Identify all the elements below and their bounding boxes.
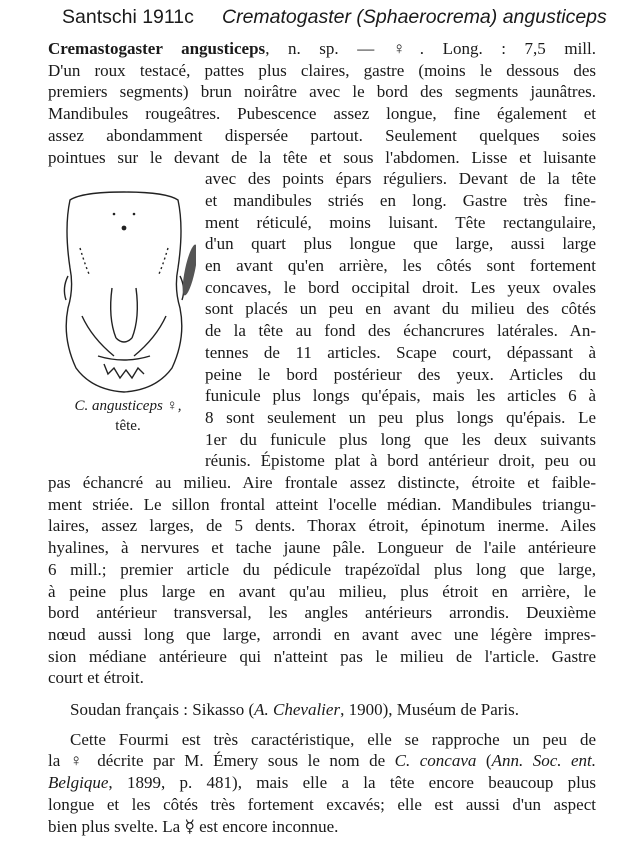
text-run: à peine plus large en avant qu'au milieu, plus étroit en arrière, le xyxy=(48,581,596,601)
text-line xyxy=(205,277,596,298)
text-line xyxy=(205,233,596,254)
head-figure xyxy=(52,188,196,416)
text-run: réunis. Épistome plat à bord antérieur droit, peu ou xyxy=(205,451,596,471)
figure-caption-subtitle: tête. xyxy=(115,418,141,434)
ant-head-illustration xyxy=(52,188,196,398)
page-header xyxy=(48,4,622,32)
text-run: longue et les côtés très fortement excavés; elle est aussi d'un aspect xyxy=(48,794,596,814)
text-run: et mandibules striés en long. Gastre très fine- xyxy=(205,190,596,210)
text-run: funicule plus longs qu'épais, mais les articles 6 à xyxy=(205,386,596,406)
text-run: 8 sont seulement un peu plus longs qu'épais. Le xyxy=(205,407,596,427)
text-line xyxy=(48,147,596,168)
text-run: , n. sp. — ♀. Long. : 7,5 mill. xyxy=(265,39,596,58)
text-line xyxy=(48,772,596,793)
citation-reference: Santschi 1911c xyxy=(62,6,194,28)
figure-caption-title: C. angusticeps ♀, xyxy=(74,398,182,414)
text-run: en avant qu'en arrière, les côtés sont fortement xyxy=(205,256,596,275)
text-run: pas échancré au milieu. Aire frontale assez distincte, étroite et faible- xyxy=(48,473,596,492)
text-line xyxy=(48,60,596,81)
text-line xyxy=(205,385,596,406)
text-run: d'un quart plus longue que large, aussi large xyxy=(205,234,596,254)
text-line xyxy=(48,624,596,645)
text-run: court et étroit. xyxy=(48,668,144,688)
text-run: Cette Fourmi est très caractéristique, elle se rapproche un peu de xyxy=(70,729,596,749)
text-run: premiers segments) brun noirâtre avec le bord des segments jaunâtres. xyxy=(48,82,596,102)
text-line xyxy=(205,450,596,471)
text-run: assez abondamment dispersée partout. Seulement quelques soies xyxy=(48,125,596,145)
text-line xyxy=(205,168,596,189)
text-line xyxy=(205,212,596,233)
text-run: avec des points épars réguliers. Devant de la tête xyxy=(205,169,596,189)
text-line xyxy=(205,190,596,211)
text-run: la ♀ décrite par M. Émery sous le nom de xyxy=(48,751,395,771)
text-run: Soudan français : Sikasso ( xyxy=(70,700,255,719)
text-line xyxy=(205,364,596,385)
text-run: 1er du funicule plus long que les deux suivants xyxy=(205,429,596,449)
text-run: Cremastogaster angusticeps xyxy=(48,39,266,58)
text-run: sont placés un peu en avant du milieu des côtés xyxy=(205,299,596,319)
text-run: laires, assez larges, de 5 dents. Thorax étroit, épinotum inerme. Ailes xyxy=(48,516,596,536)
text-line xyxy=(48,794,596,815)
text-line xyxy=(48,537,596,558)
text-run: hyalines, à nervures et tache jaune pâle. Longueur de l'aile antérieure xyxy=(48,538,596,558)
text-run: pointues sur le devant de la tête et sous l'abdomen. Lisse et luisante xyxy=(48,147,596,167)
text-line xyxy=(205,298,596,319)
text-line xyxy=(48,816,596,837)
text-line xyxy=(205,407,596,428)
text-run: , 1899, p. 481), mais elle a la tête encore beaucoup plus xyxy=(108,773,596,793)
text-line xyxy=(48,125,596,146)
text-run: 6 mill.; premier article du pédicule trapézoïdal plus long que large, xyxy=(48,559,596,579)
text-line xyxy=(205,342,596,363)
text-line xyxy=(48,103,596,124)
text-line xyxy=(205,255,596,276)
text-run: Belgique xyxy=(48,773,109,793)
taxon-title: Crematogaster (Sphaerocrema) angusticeps xyxy=(222,6,607,28)
text-run: sion médiane antérieure qui n'atteint pas le milieu de l'article. Gastre xyxy=(48,646,596,666)
text-run: ( xyxy=(476,751,492,771)
text-line xyxy=(48,38,596,59)
text-line xyxy=(48,494,596,515)
text-run: Ann. Soc. ent. xyxy=(491,751,597,771)
text-run: tennes de 11 articles. Scape court, dépassant à xyxy=(205,342,596,362)
text-run: C. concava xyxy=(394,751,477,771)
figure-caption xyxy=(40,396,216,436)
text-line xyxy=(48,81,596,102)
text-line xyxy=(205,429,596,450)
text-line xyxy=(48,515,596,536)
text-run: concaves, le bord occipital droit. Les yeux ovales xyxy=(205,277,596,297)
text-line xyxy=(48,729,596,750)
text-run: , 1900), Muséum de Paris. xyxy=(340,700,520,719)
text-line xyxy=(48,581,596,602)
text-run: D'un roux testacé, pattes plus claires, gastre (moins le dessous des xyxy=(48,60,596,80)
text-run: ment réticulé, moins luisant. Tête rectangulaire, xyxy=(205,212,596,232)
text-run: A. Chevalier xyxy=(254,700,341,719)
text-line xyxy=(48,472,596,493)
text-run: peine le bord postérieur des yeux. Articles du xyxy=(205,364,596,384)
text-run: nœud aussi long que large, arrondi en avant avec une légère impres- xyxy=(48,624,596,644)
text-line xyxy=(205,320,596,341)
text-run: Mandibules rougeâtres. Pubescence assez longue, fine également et xyxy=(48,104,596,124)
text-line xyxy=(48,602,596,623)
text-line xyxy=(48,699,596,720)
text-run: de la tête au fond des échancrures latérales. An- xyxy=(205,321,596,341)
text-line xyxy=(48,750,596,771)
text-run: bien plus svelte. La ☿ est encore inconnue. xyxy=(48,816,339,836)
text-line xyxy=(48,646,596,667)
text-run: bord antérieur transversal, les angles antérieurs arrondis. Deuxième xyxy=(48,603,596,623)
text-line xyxy=(48,559,596,580)
text-run: ment striée. Le sillon frontal atteint l'ocelle médian. Mandibules triangu- xyxy=(48,494,596,514)
text-line xyxy=(48,667,596,688)
